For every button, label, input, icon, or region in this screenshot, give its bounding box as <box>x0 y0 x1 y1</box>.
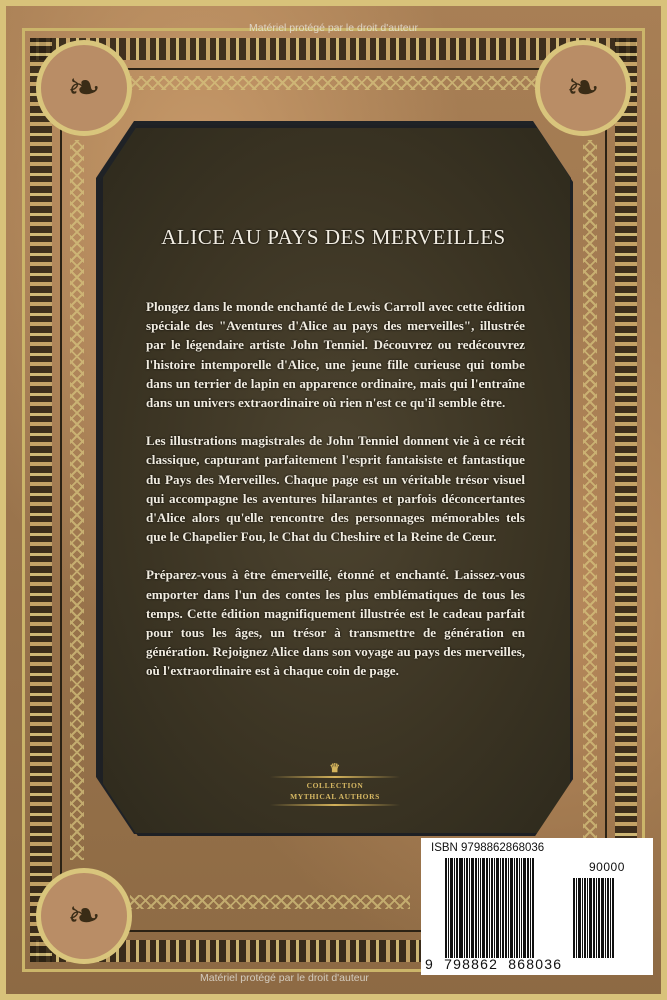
copyright-watermark-bottom: Matériel protégé par le droit d'auteur <box>200 972 369 984</box>
blurb-paragraph: Les illustrations magistrales de John Tenniel donnent vie à ce récit classique, capturant parfaitement l'esprit fantaisiste et fantastique du Pays des Merveilles. Chaque page est un véritable trésor visuel qui accompagne les aventures hilarantes et parfois déconcertantes d'Alice alors qu'elle rencontre des personnages mémorables tels que le Chapelier Fou, le Chat du Cheshire et la Reine de Cœur. <box>146 433 525 545</box>
logo-rule <box>270 804 400 806</box>
price-addon-label: 90000 <box>589 860 625 874</box>
logo-line-1: COLLECTION <box>306 781 364 790</box>
corner-ornament-top-left-icon: ❧ <box>36 40 132 136</box>
barcode-digits: 9 798862 868036 <box>425 956 563 972</box>
corner-ornament-top-right-icon: ❧ <box>535 40 631 136</box>
blurb <box>146 297 525 700</box>
top-zigzag-border <box>130 76 537 90</box>
bottom-zigzag-border <box>130 895 410 909</box>
ean13-bars <box>445 858 535 958</box>
crown-ornament-icon: ♛ <box>329 761 341 775</box>
logo-rule <box>270 776 400 778</box>
blurb-paragraph: Préparez-vous à être émerveillé, étonné et enchanté. Laissez-vous emporter dans l'un des contes les plus emblématiques de tous les temps. Cette édition magnifiquement illustrée est le cadeau parfait pour tous les âges, un trésor à transmettre de génération en génération. Rejoignez Alice dans son voyage au pays des merveilles, où l'extraordinaire est à chaque coin de page. <box>146 567 525 679</box>
addon-bars <box>573 878 615 958</box>
blurb-paragraph: Plongez dans le monde enchanté de Lewis Carroll avec cette édition spéciale des "Aventures d'Alice au pays des merveilles", illustrée par le légendaire artiste John Tenniel. Découvrez ou redécouvrez l'histoire intemporelle d'Alice, une jeune fille curieuse qui tombe dans un terrier de lapin en apparence ordinaire, mais qui l'entraîne dans un univers extraordinaire où rien n'est ce qu'il semble être. <box>146 299 525 411</box>
isbn-barcode <box>421 838 653 975</box>
publisher-logo <box>270 762 400 808</box>
corner-ornament-bottom-left-icon: ❧ <box>36 868 132 964</box>
book-title: ALICE AU PAYS DES MERVEILLES <box>161 225 506 249</box>
logo-line-2: MYTHICAL AUTHORS <box>290 792 380 801</box>
isbn-label: ISBN 9798862868036 <box>431 842 545 854</box>
copyright-watermark-top: Matériel protégé par le droit d'auteur <box>249 22 418 34</box>
left-zigzag-border <box>70 140 84 860</box>
right-zigzag-border <box>583 140 597 860</box>
